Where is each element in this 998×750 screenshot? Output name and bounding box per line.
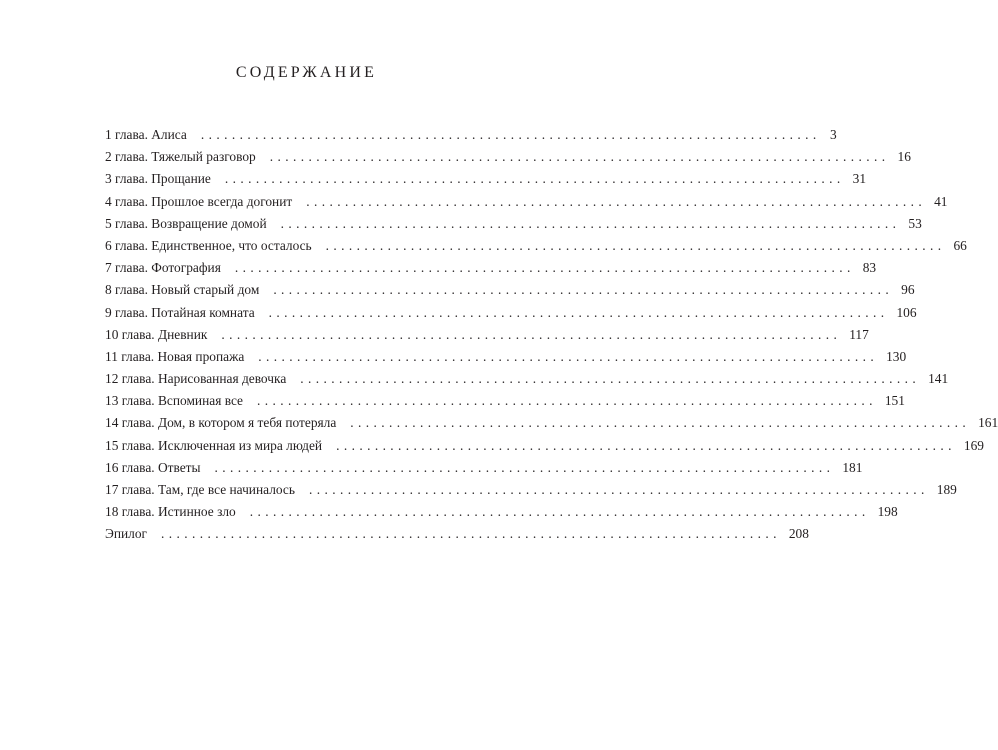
toc-entry-page: 53 (908, 215, 922, 231)
toc-entry (105, 435, 984, 457)
toc-entry-label: 8 глава. Новый старый дом (105, 282, 260, 298)
toc-entry-page: 189 (936, 482, 957, 497)
toc-entry (105, 390, 905, 412)
toc-entry-page: 106 (896, 304, 917, 320)
toc-entry-page: 41 (934, 193, 948, 209)
toc-entry (105, 191, 948, 213)
toc-entry (105, 302, 917, 324)
dot-leader: ................................................................................ (268, 304, 889, 320)
toc-entry (105, 523, 809, 545)
dot-leader: ................................................................................ (224, 171, 845, 187)
toc-entry (105, 235, 967, 257)
toc-entry-page: 66 (953, 237, 967, 253)
toc-entry-label: 15 глава. Исключенная из мира людей (105, 437, 323, 453)
dot-leader: ................................................................................ (325, 237, 946, 253)
toc-entry (105, 412, 998, 434)
toc-entry-label: 1 глава. Алиса (105, 127, 187, 142)
toc-entry (105, 279, 915, 301)
toc-entry-page: 169 (963, 437, 984, 453)
toc-entry-label: 14 глава. Дом, в котором я тебя потеряла (105, 415, 337, 431)
toc-entry-label: 18 глава. Истинное зло (105, 504, 236, 520)
toc-entry-label: 12 глава. Нарисованная девочка (105, 371, 287, 387)
toc-entry-page: 161 (978, 415, 998, 431)
toc-entry-label: 17 глава. Там, где все начиналось (105, 482, 295, 497)
dot-leader: ................................................................................ (200, 127, 821, 142)
toc-entry-page: 31 (852, 171, 867, 187)
toc-entry-label: 9 глава. Потайная комната (105, 304, 255, 320)
toc-entry (105, 213, 922, 235)
toc-list (105, 124, 998, 546)
dot-leader: ................................................................................ (257, 393, 877, 409)
toc-entry-page: 208 (788, 526, 809, 542)
dot-leader: ................................................................................ (258, 348, 879, 364)
toc-entry (105, 257, 877, 279)
toc-entry-label: 16 глава. Ответы (105, 459, 201, 475)
toc-entry-page: 117 (849, 326, 869, 342)
toc-entry-label: Эпилог (105, 526, 148, 542)
toc-entry (105, 168, 867, 190)
toc-entry (105, 457, 863, 479)
dot-leader: ................................................................................ (214, 459, 835, 475)
dot-leader: ................................................................................ (308, 482, 929, 497)
toc-entry-label: 4 глава. Прошлое всегда догонит (105, 193, 293, 209)
toc-entry-label: 7 глава. Фотография (105, 260, 221, 276)
toc-entry-label: 11 глава. Новая пропажа (105, 348, 245, 364)
toc-entry (105, 146, 911, 168)
toc-entry-label: 13 глава. Вспоминая все (105, 393, 243, 409)
dot-leader: ................................................................................ (269, 149, 890, 165)
toc-entry-page: 3 (829, 127, 837, 142)
toc-entry (105, 501, 898, 523)
toc-entry-page: 130 (886, 348, 907, 364)
toc-entry-label: 5 глава. Возвращение домой (105, 215, 267, 231)
toc-entry-label: 2 глава. Тяжелый разговор (105, 149, 256, 165)
dot-leader: ................................................................................ (273, 282, 894, 298)
toc-entry (105, 368, 949, 390)
dot-leader: ................................................................................ (350, 415, 971, 431)
dot-leader: ................................................................................ (280, 215, 901, 231)
toc-entry (105, 346, 907, 368)
toc-entry-page: 141 (928, 371, 949, 387)
toc-entry-page: 16 (897, 149, 911, 165)
dot-leader: ................................................................................ (300, 371, 921, 387)
toc-entry (105, 479, 957, 501)
dot-leader: ................................................................................ (336, 437, 956, 453)
toc-entry-page: 181 (842, 459, 863, 475)
dot-leader: ................................................................................ (161, 526, 781, 542)
dot-leader: ................................................................................ (306, 193, 927, 209)
toc-entry (105, 124, 837, 146)
dot-leader: ................................................................................ (234, 260, 855, 276)
toc-entry-page: 198 (877, 504, 898, 520)
toc-entry (105, 324, 869, 346)
toc-entry-label: 10 глава. Дневник (105, 326, 208, 342)
toc-entry-page: 83 (862, 260, 877, 276)
toc-entry-page: 151 (884, 393, 905, 409)
toc-entry-page: 96 (901, 282, 915, 298)
toc-title: СОДЕРЖАНИЕ (235, 64, 378, 81)
dot-leader: ................................................................................ (249, 504, 870, 520)
toc-entry-label: 6 глава. Единственное, что осталось (105, 237, 312, 253)
dot-leader: ................................................................................ (221, 326, 842, 342)
toc-entry-label: 3 глава. Прощание (105, 171, 211, 187)
